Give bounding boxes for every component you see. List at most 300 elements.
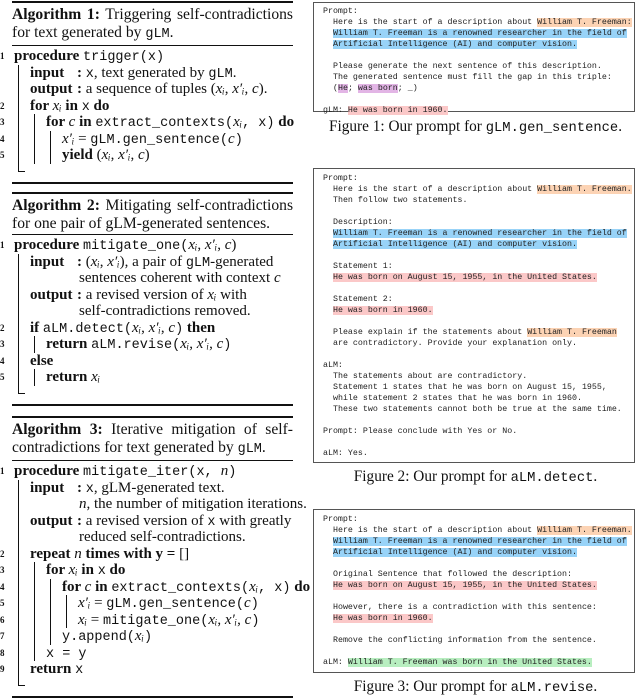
- code-token: =: [87, 611, 103, 628]
- code-token: :: [77, 253, 86, 270]
- line-number: 8: [0, 647, 5, 658]
- code-token: n: [74, 545, 82, 562]
- code-token: ,: [110, 147, 119, 163]
- code-token: c: [216, 336, 224, 352]
- line-text: [30, 81, 267, 98]
- line-number: 4: [0, 581, 5, 592]
- code-token: gLM: [208, 66, 233, 82]
- figure-2-prompt-box: [313, 168, 635, 463]
- prompt-line: [314, 547, 634, 558]
- highlight-name: William T. Freeman.: [537, 185, 632, 194]
- prompt-line: [314, 613, 634, 624]
- code-token: for: [62, 578, 85, 595]
- prompt-text: These two statements cannot both be true at the same time.: [333, 405, 622, 414]
- highlight-sent: He was born in 1960.: [333, 306, 433, 315]
- code-token: if: [30, 319, 43, 336]
- code-token: ): [175, 321, 184, 337]
- line-number: 7: [0, 631, 5, 641]
- code-token: , x): [258, 580, 291, 596]
- line-number: 2: [0, 548, 5, 559]
- highlight-desc: William T. Freeman is a renowned researcher in the field of: [333, 537, 627, 546]
- line-number: 1: [0, 51, 5, 61]
- highlight-desc: Artificial Intelligence (AI) and computer vision.: [333, 40, 577, 49]
- prompt-line: [314, 206, 634, 217]
- prompt-line: [314, 239, 634, 250]
- code-token: x′ᵢ: [204, 237, 218, 253]
- algorithm-line: [0, 147, 293, 164]
- prompt-line: [314, 261, 634, 272]
- prompt-text: are contradictory. Provide your explanation only.: [333, 339, 577, 348]
- caption-text: Algorithm 3:: [12, 421, 103, 438]
- caption-text: aLM.detect: [510, 471, 594, 486]
- code-token: repeat: [30, 545, 75, 562]
- line-number: 4: [0, 355, 5, 366]
- highlight-name: William T. Freeman.: [537, 526, 632, 535]
- top-rule: [12, 192, 293, 194]
- code-token: x′ᵢ: [107, 253, 120, 270]
- code-token: ,: [224, 81, 233, 97]
- code-token: ,: [141, 319, 149, 336]
- code-token: output: [30, 286, 73, 303]
- code-token: ,: [197, 237, 205, 253]
- code-token: x′ᵢ: [62, 130, 75, 147]
- prompt-line: [314, 360, 634, 371]
- code-token: .: [232, 64, 237, 81]
- block-bar: [18, 98, 19, 115]
- code-token: y.append(: [62, 630, 135, 645]
- prompt-text: gLM:: [323, 106, 348, 115]
- highlight-sent: He was born on August 15, 1955, in the United States.: [333, 581, 597, 590]
- prompt-line: [314, 283, 634, 294]
- prompt-line: [314, 437, 634, 448]
- line-number: 5: [0, 372, 5, 382]
- block-end: [0, 164, 293, 172]
- prompt-line: [314, 6, 634, 17]
- highlight-sent: He was born in 1960.: [347, 106, 448, 115]
- prompt-line: [314, 657, 634, 668]
- algorithm-line: [0, 463, 293, 480]
- algorithm-line: [0, 529, 293, 546]
- code-token: x: [97, 564, 106, 579]
- code-token: with: [216, 286, 247, 303]
- prompt-text: Here is the start of a description about: [333, 185, 538, 194]
- code-token: gLM: [185, 255, 211, 271]
- code-token: xᵢ: [233, 114, 243, 130]
- prompt-line: [314, 393, 634, 404]
- prompt-text: Prompt:: [323, 7, 358, 16]
- code-token: c: [68, 114, 76, 130]
- prompt-text: Statement 1:: [333, 262, 393, 271]
- algorithm-line: [0, 131, 293, 148]
- caption-text: .: [618, 118, 623, 135]
- prompt-text: Please generate the next sentence of this description.: [333, 62, 602, 71]
- algorithm-line: [0, 513, 293, 530]
- code-token: output: [30, 512, 73, 529]
- highlight-desc: Artificial Intelligence (AI) and computer vision.: [333, 240, 577, 249]
- caption-text: Triggering self-contradictions for text generated by: [12, 6, 293, 41]
- block-bar: [18, 529, 19, 546]
- code-token: input: [30, 64, 65, 81]
- code-token: xᵢ: [215, 81, 225, 97]
- caption-text: gLM: [145, 26, 170, 42]
- code-token: x: [207, 514, 216, 530]
- code-token: reduced self-contradictions.: [79, 529, 246, 545]
- prompt-text: Then follow two statements.: [333, 196, 468, 205]
- algorithm-caption: [12, 421, 293, 458]
- prompt-text: ;: [347, 84, 358, 93]
- block-end: [0, 386, 293, 394]
- algorithm-line: [0, 612, 293, 629]
- code-token: xᵢ: [91, 369, 101, 385]
- line-number: 1: [0, 466, 5, 476]
- code-token: ,: [217, 237, 225, 253]
- code-token: ): [234, 132, 243, 148]
- code-token: gLM.gen_sentence(: [90, 132, 229, 148]
- line-number: 3: [0, 117, 5, 127]
- code-token: ,: [130, 147, 138, 163]
- prompt-line: [314, 569, 634, 580]
- line-text: [79, 529, 246, 546]
- prompt-line: [314, 39, 634, 50]
- code-token: c: [244, 595, 251, 611]
- prompt-line: [314, 184, 634, 195]
- top-rule: [12, 1, 293, 3]
- prompt-line: [314, 602, 634, 613]
- code-token: (: [85, 253, 91, 270]
- code-token: do: [290, 578, 311, 595]
- block-bar: [18, 131, 19, 148]
- highlight-pred: was born: [357, 84, 398, 93]
- code-token: ,: [237, 611, 245, 628]
- prompt-line: [314, 72, 634, 83]
- prompt-line: [314, 382, 634, 393]
- block-bar: [50, 628, 51, 645]
- code-token: :: [77, 81, 86, 97]
- code-token: , the number of mitigation iterations.: [86, 496, 307, 512]
- caption-text: Algorithm 1:: [12, 6, 100, 23]
- line-number: 2: [0, 322, 5, 333]
- prompt-text: ; _): [397, 84, 418, 93]
- prompt-line: [314, 426, 634, 437]
- code-token: in: [77, 562, 98, 578]
- code-token: ): [228, 465, 237, 480]
- block-bar: [18, 164, 25, 172]
- prompt-text: Remove the conflicting information from the sentence.: [333, 636, 597, 645]
- prompt-text: Statement 2:: [333, 295, 393, 304]
- code-token: x: [81, 99, 90, 115]
- prompt-line: [314, 272, 634, 283]
- caption-text: Figure 1: Our prompt for: [328, 118, 486, 135]
- code-token: in: [61, 97, 82, 114]
- prompt-line: [314, 94, 634, 105]
- code-token: ,: [217, 611, 225, 628]
- code-token: x′ᵢ: [78, 595, 91, 611]
- algorithm-3: [0, 416, 311, 698]
- code-token: c: [228, 130, 235, 147]
- block-bar: [34, 628, 35, 645]
- code-token: for: [46, 562, 69, 578]
- prompt-text: aLM:: [323, 658, 348, 667]
- code-token: :: [77, 286, 86, 303]
- code-token: , gLM-generated text.: [93, 479, 225, 496]
- code-token: input: [30, 253, 65, 270]
- figure-1-caption: [313, 118, 638, 136]
- code-token: ): [144, 147, 150, 163]
- block-bar: [18, 336, 19, 353]
- code-token: for: [46, 114, 69, 130]
- caption-text: .: [593, 678, 598, 695]
- prompt-text: Original Sentence that followed the description:: [333, 570, 572, 579]
- prompt-line: [314, 371, 634, 382]
- highlight-sent: He was born in 1960.: [333, 614, 433, 623]
- code-token: return: [46, 369, 92, 385]
- block-bar: [18, 480, 19, 497]
- caption-text: .: [169, 23, 174, 41]
- block-bar: [18, 386, 25, 394]
- code-token: ,: [189, 336, 197, 352]
- code-token: in: [75, 114, 96, 130]
- algorithm-body: [0, 46, 293, 172]
- prompt-line: [314, 338, 634, 349]
- code-token: aLM.detect(: [42, 321, 133, 337]
- code-token: sentences coherent with context: [79, 270, 274, 286]
- prompt-text: Statement 1 states that he was born on August 15, 1955,: [333, 383, 607, 392]
- code-token: x′ᵢ: [232, 81, 245, 97]
- code-token: x′ᵢ: [224, 611, 238, 628]
- block-bar: [18, 628, 19, 645]
- line-text: [79, 270, 281, 287]
- line-number: 6: [0, 614, 5, 625]
- code-token: x′ᵢ: [118, 147, 131, 163]
- algorithm-line: [0, 661, 293, 678]
- caption-text: Algorithm 2:: [12, 197, 100, 214]
- code-token: yield: [62, 147, 97, 163]
- block-bar: [18, 320, 19, 337]
- code-token: return: [46, 336, 92, 352]
- prompt-text: Please explain if the statements about: [333, 328, 528, 337]
- code-token: extract_contexts(: [111, 580, 250, 596]
- prompt-text: Prompt: Please conclude with Yes or No.: [323, 427, 518, 436]
- highlight-desc: William T. Freeman is a renowned researcher in the field of: [333, 29, 627, 38]
- algorithm-body: [0, 235, 293, 394]
- highlight-desc: Artificial Intelligence (AI) and computer vision.: [333, 548, 577, 557]
- block-bar: [18, 114, 19, 131]
- algorithm-line: [0, 645, 293, 662]
- algorithm-line: [0, 270, 293, 287]
- code-token: xᵢ: [68, 562, 78, 578]
- prompt-text: Here is the start of a description about: [333, 526, 538, 535]
- algorithm-line: [0, 546, 293, 563]
- caption-text: aLM.revise: [510, 681, 594, 696]
- code-token: xᵢ: [134, 628, 144, 644]
- prompt-line: [314, 404, 634, 415]
- code-token: times with y =: [81, 545, 180, 562]
- code-token: xᵢ: [180, 336, 190, 352]
- block-bar: [34, 579, 35, 596]
- code-token: gLM.gen_sentence(: [106, 597, 245, 612]
- block-bar: [34, 114, 35, 131]
- prompt-text: aLM:: [323, 361, 343, 370]
- line-text: [62, 147, 150, 164]
- code-token: =: [74, 130, 91, 147]
- code-token: c: [244, 611, 252, 628]
- caption-text: Iterative mitigation of self-contradictions for text generated by: [12, 421, 294, 456]
- line-number: 4: [0, 133, 5, 144]
- block-bar: [18, 369, 19, 386]
- block-bar: [34, 612, 35, 629]
- caption-text: .: [593, 468, 598, 485]
- algorithm-line: [0, 496, 307, 513]
- prompt-line: [314, 624, 634, 635]
- block-bar: [18, 303, 19, 320]
- algorithm-line: [0, 336, 293, 353]
- code-token: c: [273, 270, 281, 286]
- code-token: extract_contexts(: [95, 116, 234, 131]
- code-token: :: [77, 479, 86, 496]
- caption-text: Mitigating self-contradictions for one pair of gLM-generated sentences.: [12, 197, 294, 232]
- code-token: a sequence of tuples (: [85, 81, 216, 97]
- prompt-text: Here is the start of a description about: [333, 18, 538, 27]
- block-bar: [34, 147, 35, 164]
- algorithm-line: [0, 320, 293, 337]
- prompt-line: [314, 217, 634, 228]
- code-token: ,: [160, 319, 169, 336]
- code-token: :: [77, 512, 86, 529]
- algorithm-line: [0, 595, 293, 612]
- prompt-line: [314, 448, 634, 459]
- bottom-rule: [12, 404, 293, 406]
- algorithm-line: [0, 562, 293, 579]
- block-bar: [18, 595, 19, 612]
- code-token: , x): [242, 116, 275, 131]
- caption-text: Figure 2: Our prompt for: [353, 468, 511, 485]
- prompt-line: [314, 316, 634, 327]
- block-bar: [66, 595, 67, 612]
- block-bar: [50, 612, 51, 629]
- line-number: 9: [0, 664, 5, 674]
- block-end: [0, 678, 293, 686]
- code-token: ): [251, 613, 260, 629]
- caption-text: Figure 3: Our prompt for: [353, 678, 511, 695]
- block-bar: [18, 562, 19, 579]
- block-bar: [18, 270, 19, 287]
- algorithm-line: [0, 254, 293, 271]
- prompt-line: [314, 28, 634, 39]
- code-token: c: [224, 237, 232, 253]
- prompt-line: [314, 415, 634, 426]
- code-token: ), a pair of: [119, 253, 186, 270]
- line-text: [79, 303, 251, 320]
- code-token: ,: [209, 336, 217, 352]
- code-token: xᵢ: [78, 611, 88, 628]
- code-token: xᵢ: [132, 319, 142, 336]
- prompt-text: Description:: [333, 218, 393, 227]
- code-token: xᵢ: [207, 286, 217, 303]
- block-bar: [18, 496, 19, 513]
- top-rule: [12, 416, 293, 418]
- block-bar: [18, 513, 19, 530]
- code-token: x = y: [46, 646, 87, 662]
- algorithm-line: [0, 480, 293, 497]
- code-token: ): [250, 597, 259, 612]
- prompt-line: [314, 646, 634, 657]
- code-token: with greatly: [215, 512, 292, 529]
- block-bar: [34, 131, 35, 148]
- code-token: , text generated by: [93, 64, 209, 81]
- code-token: ).: [258, 81, 268, 97]
- block-bar: [18, 546, 19, 563]
- code-token: :: [77, 64, 86, 81]
- algorithm-line: [0, 65, 293, 82]
- prompt-text: However, there is a contradiction with this sentence:: [333, 603, 597, 612]
- code-token: a revised version of: [85, 286, 208, 303]
- figure-3-caption: [313, 678, 638, 696]
- code-token: x: [85, 481, 94, 497]
- code-token: c: [168, 319, 176, 336]
- block-bar: [34, 336, 35, 353]
- highlight-sent: He was born on August 15, 1955, in the United States.: [333, 273, 597, 282]
- code-token: output: [30, 81, 73, 97]
- highlight-desc: William T. Freeman is a renowned researcher in the field of: [333, 229, 627, 238]
- algorithm-line: [0, 303, 293, 320]
- block-bar: [18, 353, 19, 370]
- prompt-line: [314, 305, 634, 316]
- code-token: self-contradictions removed.: [79, 303, 251, 319]
- algorithm-caption: [12, 6, 293, 43]
- prompt-line: [314, 558, 634, 569]
- line-number: 1: [0, 240, 5, 250]
- code-token: then: [183, 319, 216, 336]
- code-token: []: [179, 545, 190, 562]
- code-token: x′ᵢ: [196, 336, 210, 352]
- block-bar: [34, 595, 35, 612]
- code-token: do: [274, 114, 295, 130]
- code-token: c: [137, 147, 145, 163]
- code-token: x: [75, 663, 84, 678]
- block-bar: [18, 147, 19, 164]
- algorithm-body: [0, 461, 311, 686]
- block-bar: [50, 579, 51, 596]
- block-bar: [18, 254, 19, 271]
- code-token: n: [79, 496, 87, 512]
- block-bar: [50, 147, 51, 164]
- code-token: mitigate_one(: [103, 613, 209, 629]
- block-bar: [50, 595, 51, 612]
- figure-2-caption: [313, 468, 638, 486]
- line-text: [79, 496, 307, 513]
- block-bar: [18, 612, 19, 629]
- code-token: x: [85, 66, 94, 82]
- block-bar: [50, 131, 51, 148]
- code-token: trigger(x): [83, 50, 165, 65]
- prompt-line: [314, 635, 634, 646]
- prompt-line: [314, 17, 634, 28]
- prompt-text: The generated sentence must fill the gap in this triple:: [333, 73, 612, 82]
- code-token: mitigate_one(: [83, 239, 189, 254]
- code-token: do: [89, 97, 110, 114]
- block-bar: [18, 65, 19, 82]
- line-number: 5: [0, 598, 5, 608]
- code-token: -generated: [210, 253, 274, 270]
- highlight-ans: William T. Freeman was born in the United States.: [347, 658, 592, 667]
- caption-text: gLM.gen_sentence: [485, 121, 619, 136]
- code-token: aLM.revise(: [91, 338, 181, 353]
- prompt-line: [314, 105, 634, 116]
- prompt-text: The statements about are contradictory.: [333, 372, 528, 381]
- line-text: [30, 353, 53, 370]
- block-bar: [34, 369, 35, 386]
- caption-text: .: [261, 438, 266, 456]
